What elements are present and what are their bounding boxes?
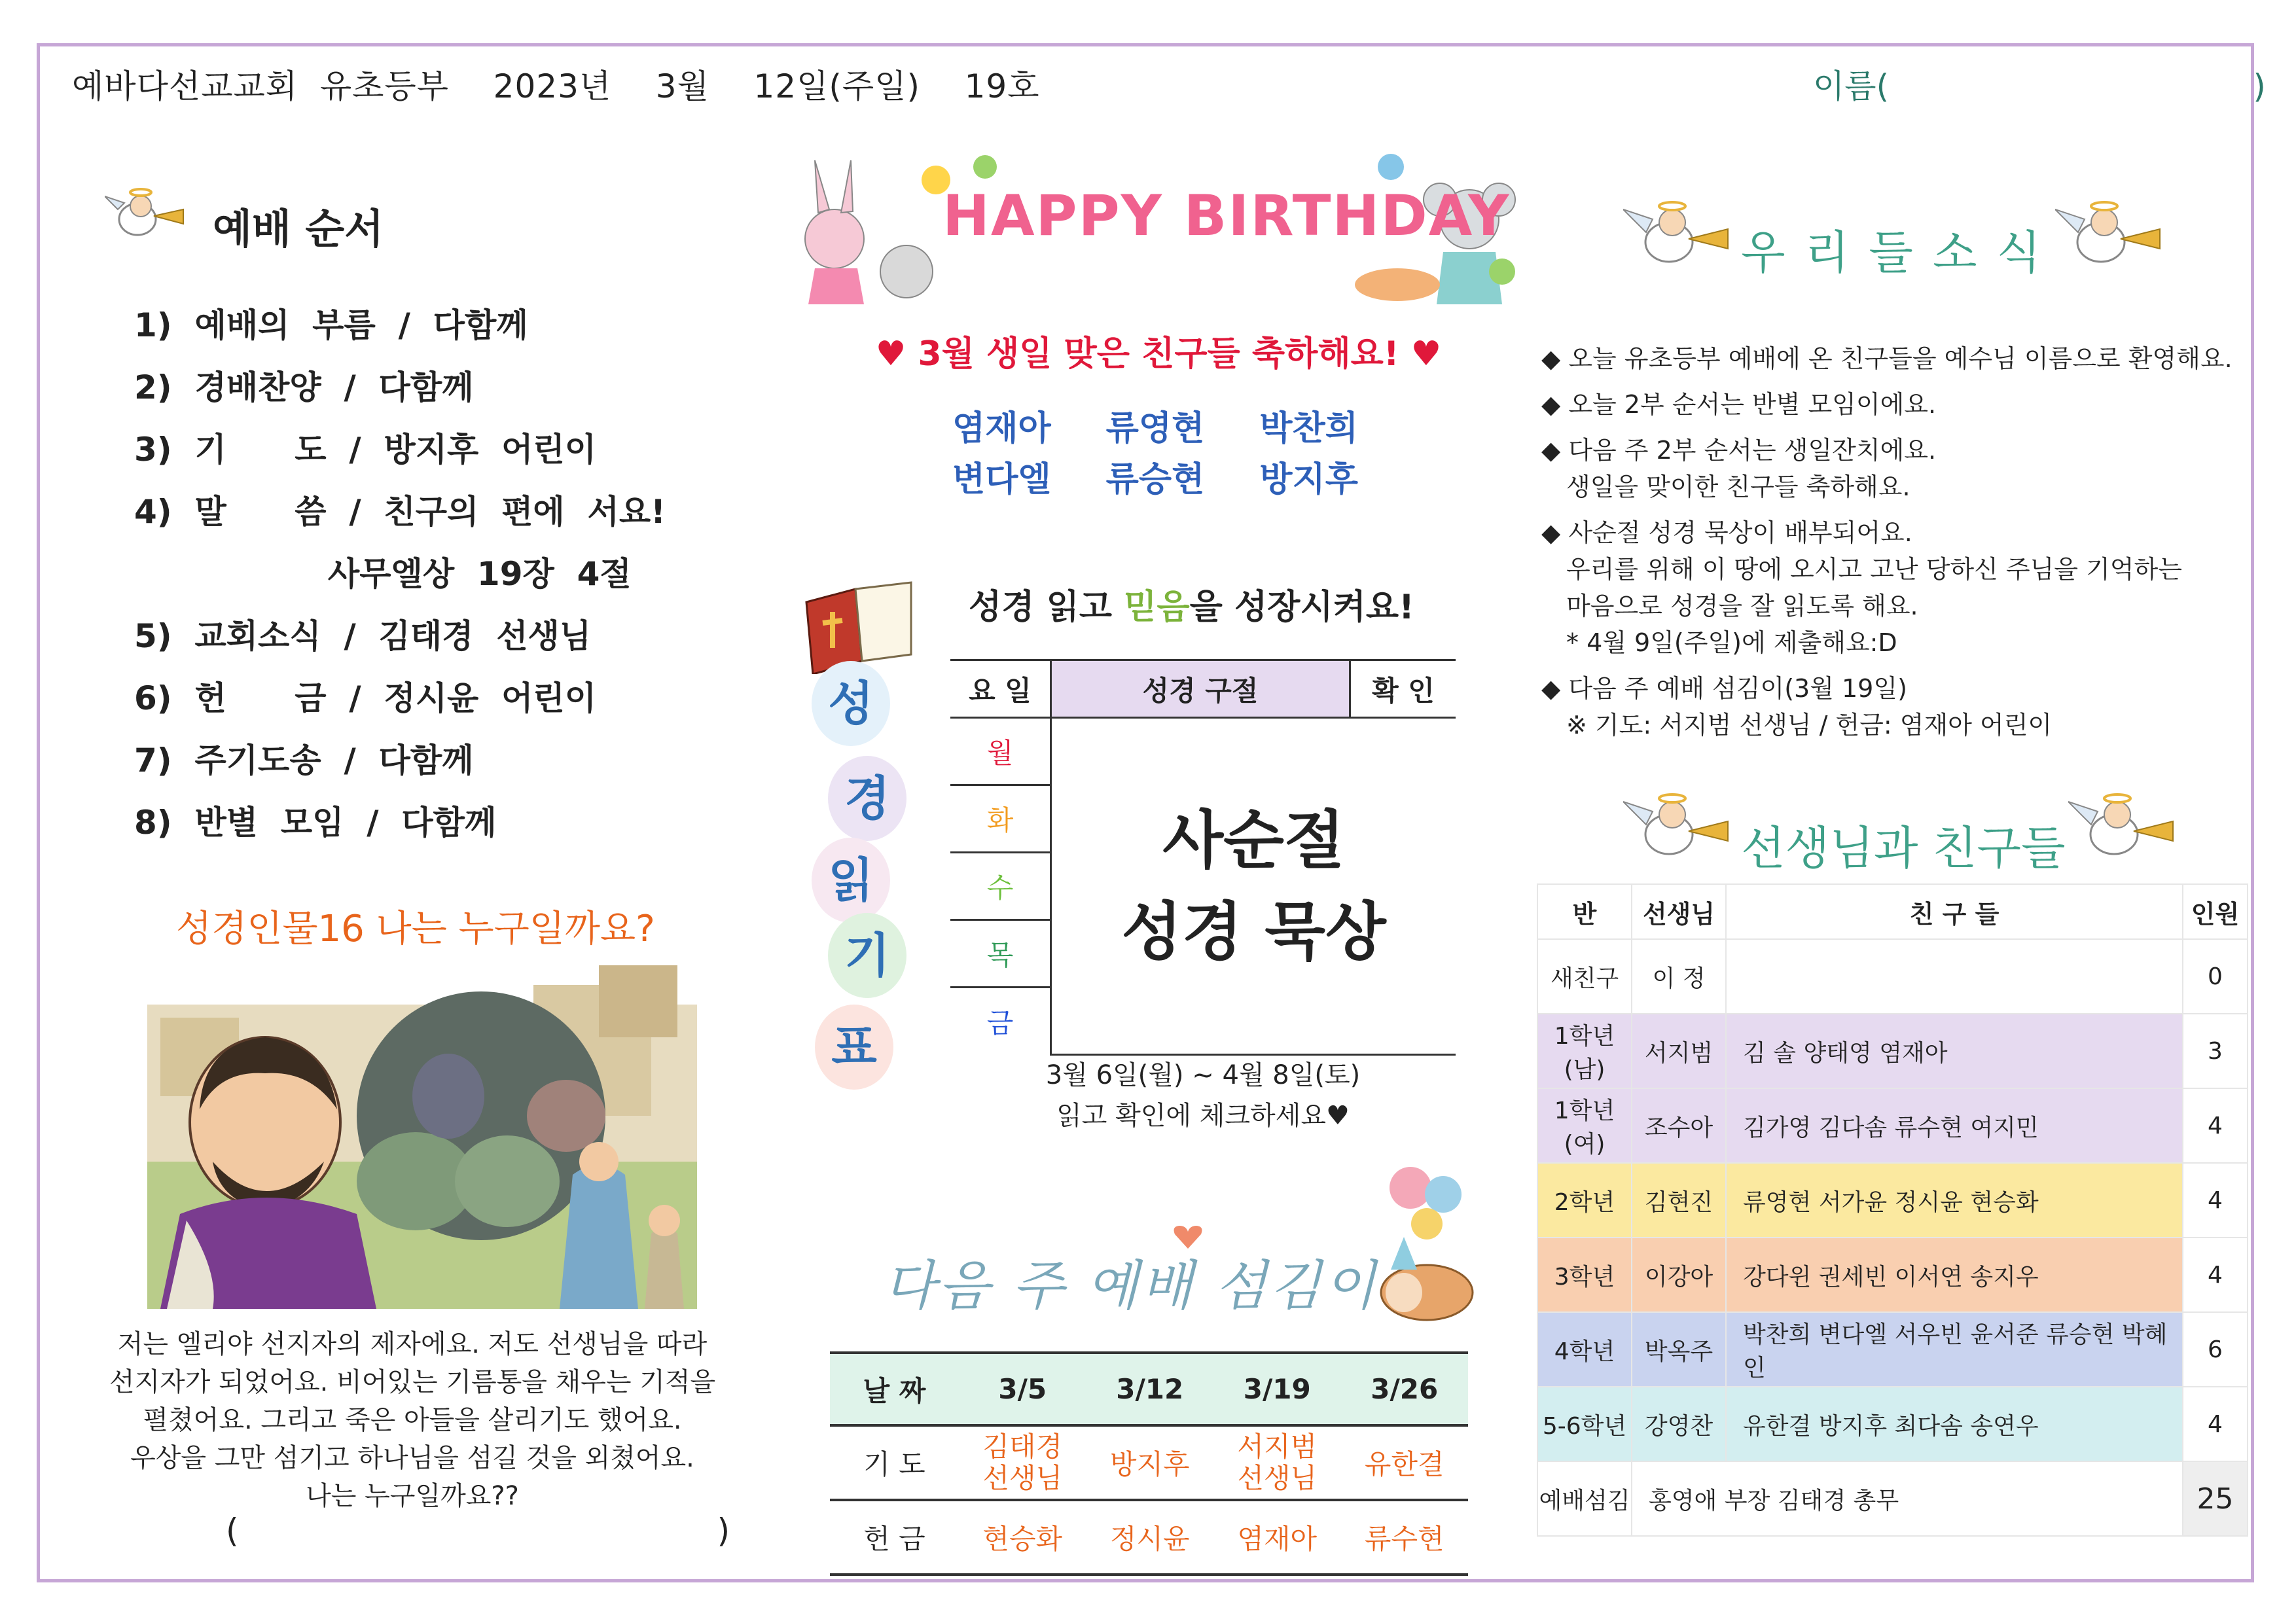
teachers-friends-title: 선생님과 친구들 xyxy=(1741,821,2066,875)
teacher-cell: 이강아 xyxy=(1632,1238,1726,1312)
header-title: 예바다선교교회 유초등부 2023년 3월 12일(주일) 19호 xyxy=(72,67,1040,105)
worship-item: 3) 기 도 / 방지후 어린이 xyxy=(134,431,597,469)
birthday-name: 류영현 xyxy=(1105,409,1205,448)
class-cell: 1학년(여) xyxy=(1537,1088,1632,1163)
news-title: 우리들소식 xyxy=(1741,226,2061,279)
heading-part: 성경 읽고 xyxy=(969,588,1124,627)
worship-order-title: 예배 순서 xyxy=(213,205,384,253)
news-item: ◆ 오늘 2부 순서는 반별 모임이에요. xyxy=(1541,390,1937,419)
prayer-cell: 서지범 선생님 xyxy=(1213,1425,1341,1500)
angel-trumpet-icon xyxy=(2068,785,2176,867)
news-item: ◆ 다음 주 예배 섬김이(3월 19일) ※ 기도: 서지범 선생님 / 헌금: 염재아 어린이 xyxy=(1541,674,2053,740)
vertical-char: 표 xyxy=(815,1005,893,1090)
date-cell: 3/19 xyxy=(1213,1353,1341,1425)
friends-cell xyxy=(1726,939,2183,1014)
friends-cell: 류영현 서가윤 정시윤 현승화 xyxy=(1726,1163,2183,1238)
offering-cell: 현승화 xyxy=(959,1500,1086,1575)
date-cell: 3/5 xyxy=(959,1353,1086,1425)
friends-cell: 김 솔 양태영 염재아 xyxy=(1726,1014,2183,1088)
day-cell xyxy=(950,988,1051,1055)
hedgehog-balloons-icon xyxy=(1371,1165,1479,1322)
count-cell: 3 xyxy=(2183,1014,2248,1088)
col-verse: 성경 구절 xyxy=(1051,660,1350,718)
worship-item: 2) 경배찬양 / 다함께 xyxy=(134,368,474,406)
prayer-cell: 김태경 선생님 xyxy=(959,1425,1086,1500)
worship-item: 6) 헌 금 / 정시윤 어린이 xyxy=(134,679,597,717)
birthday-names-row1 xyxy=(952,401,1358,450)
count-cell: 4 xyxy=(2183,1088,2248,1163)
news-item: ◆ 사순절 성경 묵상이 배부되어요. 우리를 위해 이 땅에 오시고 고난 당하신 주님을 기억하는 마음으로 성경을 잘 읽도록 해요. * 4월 9일(주일)에 제출해요:D xyxy=(1541,518,2182,657)
news-item: ◆ 다음 주 2부 순서는 생일잔치에요. 생일을 맞이한 친구들 축하해요. xyxy=(1541,436,1937,501)
count-cell: 4 xyxy=(2183,1163,2248,1238)
angel-trumpet-icon xyxy=(1623,785,1731,867)
day-label: 금 xyxy=(986,1007,1014,1039)
news-item: ◆ 오늘 유초등부 예배에 온 친구들을 예수님 이름으로 환영해요. xyxy=(1541,344,2233,373)
quiz-line: 펼쳤어요. 그리고 죽은 아들을 살리기도 했어요. xyxy=(143,1405,682,1435)
bible-reading-heading xyxy=(969,579,1414,628)
worship-item: 8) 반별 모임 / 다함께 xyxy=(134,804,497,842)
news-text: 사순절 성경 묵상이 배부되어요. 우리를 위해 이 땅에 오시고 고난 당하신 주님을 기억하는 마음으로 성경을 잘 읽도록 해요. * 4월 9일(주일)에 제출해요:D xyxy=(1566,518,2182,657)
count-cell: 0 xyxy=(2183,939,2248,1014)
birthday-name: 염재아 xyxy=(952,409,1051,448)
class-cell: 2학년 xyxy=(1537,1163,1632,1238)
heading-highlight: 믿음 xyxy=(1124,588,1190,627)
day-label: 목 xyxy=(986,939,1014,971)
count-cell: 4 xyxy=(2183,1238,2248,1312)
total-count-cell: 25 xyxy=(2183,1461,2248,1536)
teacher-cell: 서지범 xyxy=(1632,1014,1726,1088)
news-list xyxy=(1541,340,2248,753)
friends-cell: 유한결 방지후 최다솜 송연우 xyxy=(1726,1387,2183,1461)
class-cell: 1학년(남) xyxy=(1537,1014,1632,1088)
row-prayer-label: 기 도 xyxy=(830,1425,959,1500)
quiz-answer-field[interactable]: ( ) xyxy=(226,1512,730,1550)
teacher-cell: 이 정 xyxy=(1632,939,1726,1014)
prayer-cell: 유한결 xyxy=(1341,1425,1469,1500)
col-day: 요 일 xyxy=(950,660,1051,718)
bible-reading-note xyxy=(950,1055,1456,1136)
col-teacher: 선생님 xyxy=(1632,884,1726,939)
note-line: 읽고 확인에 체크하세요♥ xyxy=(1056,1101,1350,1131)
bible-content xyxy=(1051,718,1456,1055)
bible-reading-table xyxy=(950,659,1456,1056)
col-friends: 친 구 들 xyxy=(1726,884,2183,939)
next-week-servers-title: 다음 주 예배 섬김이 xyxy=(884,1255,1378,1317)
class-cell: 5-6학년 xyxy=(1537,1387,1632,1461)
offering-cell: 염재아 xyxy=(1213,1500,1341,1575)
day-label: 월 xyxy=(986,737,1014,769)
heart-icon xyxy=(1172,1224,1204,1250)
worship-order-list xyxy=(134,294,723,854)
news-text: 오늘 유초등부 예배에 온 친구들을 예수님 이름으로 환영해요. xyxy=(1568,344,2233,373)
angel-trumpet-icon xyxy=(1623,193,1731,275)
content-line: 사순절 xyxy=(1162,804,1345,877)
col-class: 반 xyxy=(1537,884,1632,939)
day-label: 화 xyxy=(986,804,1014,836)
birthday-banner-title xyxy=(942,183,1510,249)
quiz-line: 저는 엘리야 선지자의 제자에요. 저도 선생님을 따라 xyxy=(117,1329,708,1359)
col-date-label: 날 짜 xyxy=(830,1353,959,1425)
day-label: 수 xyxy=(986,872,1014,904)
birthday-name: 변다엘 xyxy=(952,460,1051,499)
teacher-cell: 조수아 xyxy=(1632,1088,1726,1163)
birthday-banner-text: HAPPY BIRTHDAY xyxy=(942,183,1511,249)
day-cell xyxy=(950,785,1051,853)
name-field[interactable]: 이름( ) xyxy=(1813,67,2266,105)
friends-cell: 강다윈 권세빈 이서연 송지우 xyxy=(1726,1238,2183,1312)
col-count: 인원 xyxy=(2183,884,2248,939)
quiz-line: 우상을 그만 섬기고 하나님을 섬길 것을 외쳤어요. xyxy=(130,1443,694,1473)
worship-item: 사무엘상 19장 4절 xyxy=(134,555,632,593)
content-line: 성경 묵상 xyxy=(1121,895,1386,969)
day-cell xyxy=(950,853,1051,920)
worship-item: 4) 말 씀 / 친구의 편에 서요! xyxy=(134,493,666,531)
worship-item: 7) 주기도송 / 다함께 xyxy=(134,741,474,779)
class-cell: 4학년 xyxy=(1537,1312,1632,1387)
teacher-cell: 김현진 xyxy=(1632,1163,1726,1238)
quiz-line: 선지자가 되었어요. 비어있는 기름통을 채우는 기적을 xyxy=(109,1367,716,1397)
quiz-line: 나는 누구일까요?? xyxy=(306,1481,519,1511)
vertical-char: 경 xyxy=(828,756,906,841)
birthday-names-row2 xyxy=(952,452,1358,501)
prayer-cell: 방지후 xyxy=(1086,1425,1214,1500)
angel-trumpet-icon xyxy=(105,183,193,245)
vertical-char: 읽 xyxy=(812,838,890,923)
news-text: 다음 주 2부 순서는 생일잔치에요. 생일을 맞이한 친구들 축하해요. xyxy=(1566,436,1937,501)
bible-reading-vertical-title xyxy=(802,654,906,1126)
birthday-name: 방지후 xyxy=(1259,460,1358,499)
elisha-illustration xyxy=(141,965,704,1309)
service-schedule-table xyxy=(830,1351,1468,1576)
count-cell: 6 xyxy=(2183,1312,2248,1387)
quiz-title: 성경인물16 나는 누구일까요? xyxy=(176,908,655,950)
date-cell: 3/26 xyxy=(1341,1353,1469,1425)
friends-cell: 박찬희 변다엘 서우빈 윤서준 류승현 박혜인 xyxy=(1726,1312,2183,1387)
birthday-message: ♥ 3월 생일 맞은 친구들 축하해요! ♥ xyxy=(875,334,1442,374)
servers-cell: 홍영애 부장 김태경 총무 xyxy=(1632,1461,2183,1536)
vertical-char: 기 xyxy=(828,913,906,998)
heading-part: 을 성장시켜요! xyxy=(1189,588,1414,627)
worship-item: 1) 예배의 부름 / 다함께 xyxy=(134,306,528,344)
birthday-name: 류승현 xyxy=(1105,460,1205,499)
news-text: 오늘 2부 순서는 반별 모임이에요. xyxy=(1568,390,1937,419)
birthday-name: 박찬희 xyxy=(1259,409,1358,448)
news-text: 다음 주 예배 섬김이(3월 19일) ※ 기도: 서지범 선생님 / 헌금: 염재아 어린이 xyxy=(1566,674,2053,740)
day-cell xyxy=(950,920,1051,988)
offering-cell: 정시윤 xyxy=(1086,1500,1214,1575)
class-cell: 예배섬김 xyxy=(1537,1461,1632,1536)
quiz-text xyxy=(85,1325,740,1515)
angel-trumpet-icon xyxy=(2055,193,2163,275)
col-check: 확 인 xyxy=(1350,660,1456,718)
class-roster-table xyxy=(1537,883,2248,1537)
row-offering-label: 헌 금 xyxy=(830,1500,959,1575)
teacher-cell: 박옥주 xyxy=(1632,1312,1726,1387)
worship-item: 5) 교회소식 / 김태경 선생님 xyxy=(134,617,592,655)
day-cell xyxy=(950,718,1051,785)
teacher-cell: 강영찬 xyxy=(1632,1387,1726,1461)
class-cell: 새친구 xyxy=(1537,939,1632,1014)
note-line: 3월 6일(월) ~ 4월 8일(토) xyxy=(1045,1060,1361,1090)
friends-cell: 김가영 김다솜 류수현 여지민 xyxy=(1726,1088,2183,1163)
class-cell: 3학년 xyxy=(1537,1238,1632,1312)
date-cell: 3/12 xyxy=(1086,1353,1214,1425)
offering-cell: 류수현 xyxy=(1341,1500,1469,1575)
count-cell: 4 xyxy=(2183,1387,2248,1461)
vertical-char: 성 xyxy=(812,661,890,746)
